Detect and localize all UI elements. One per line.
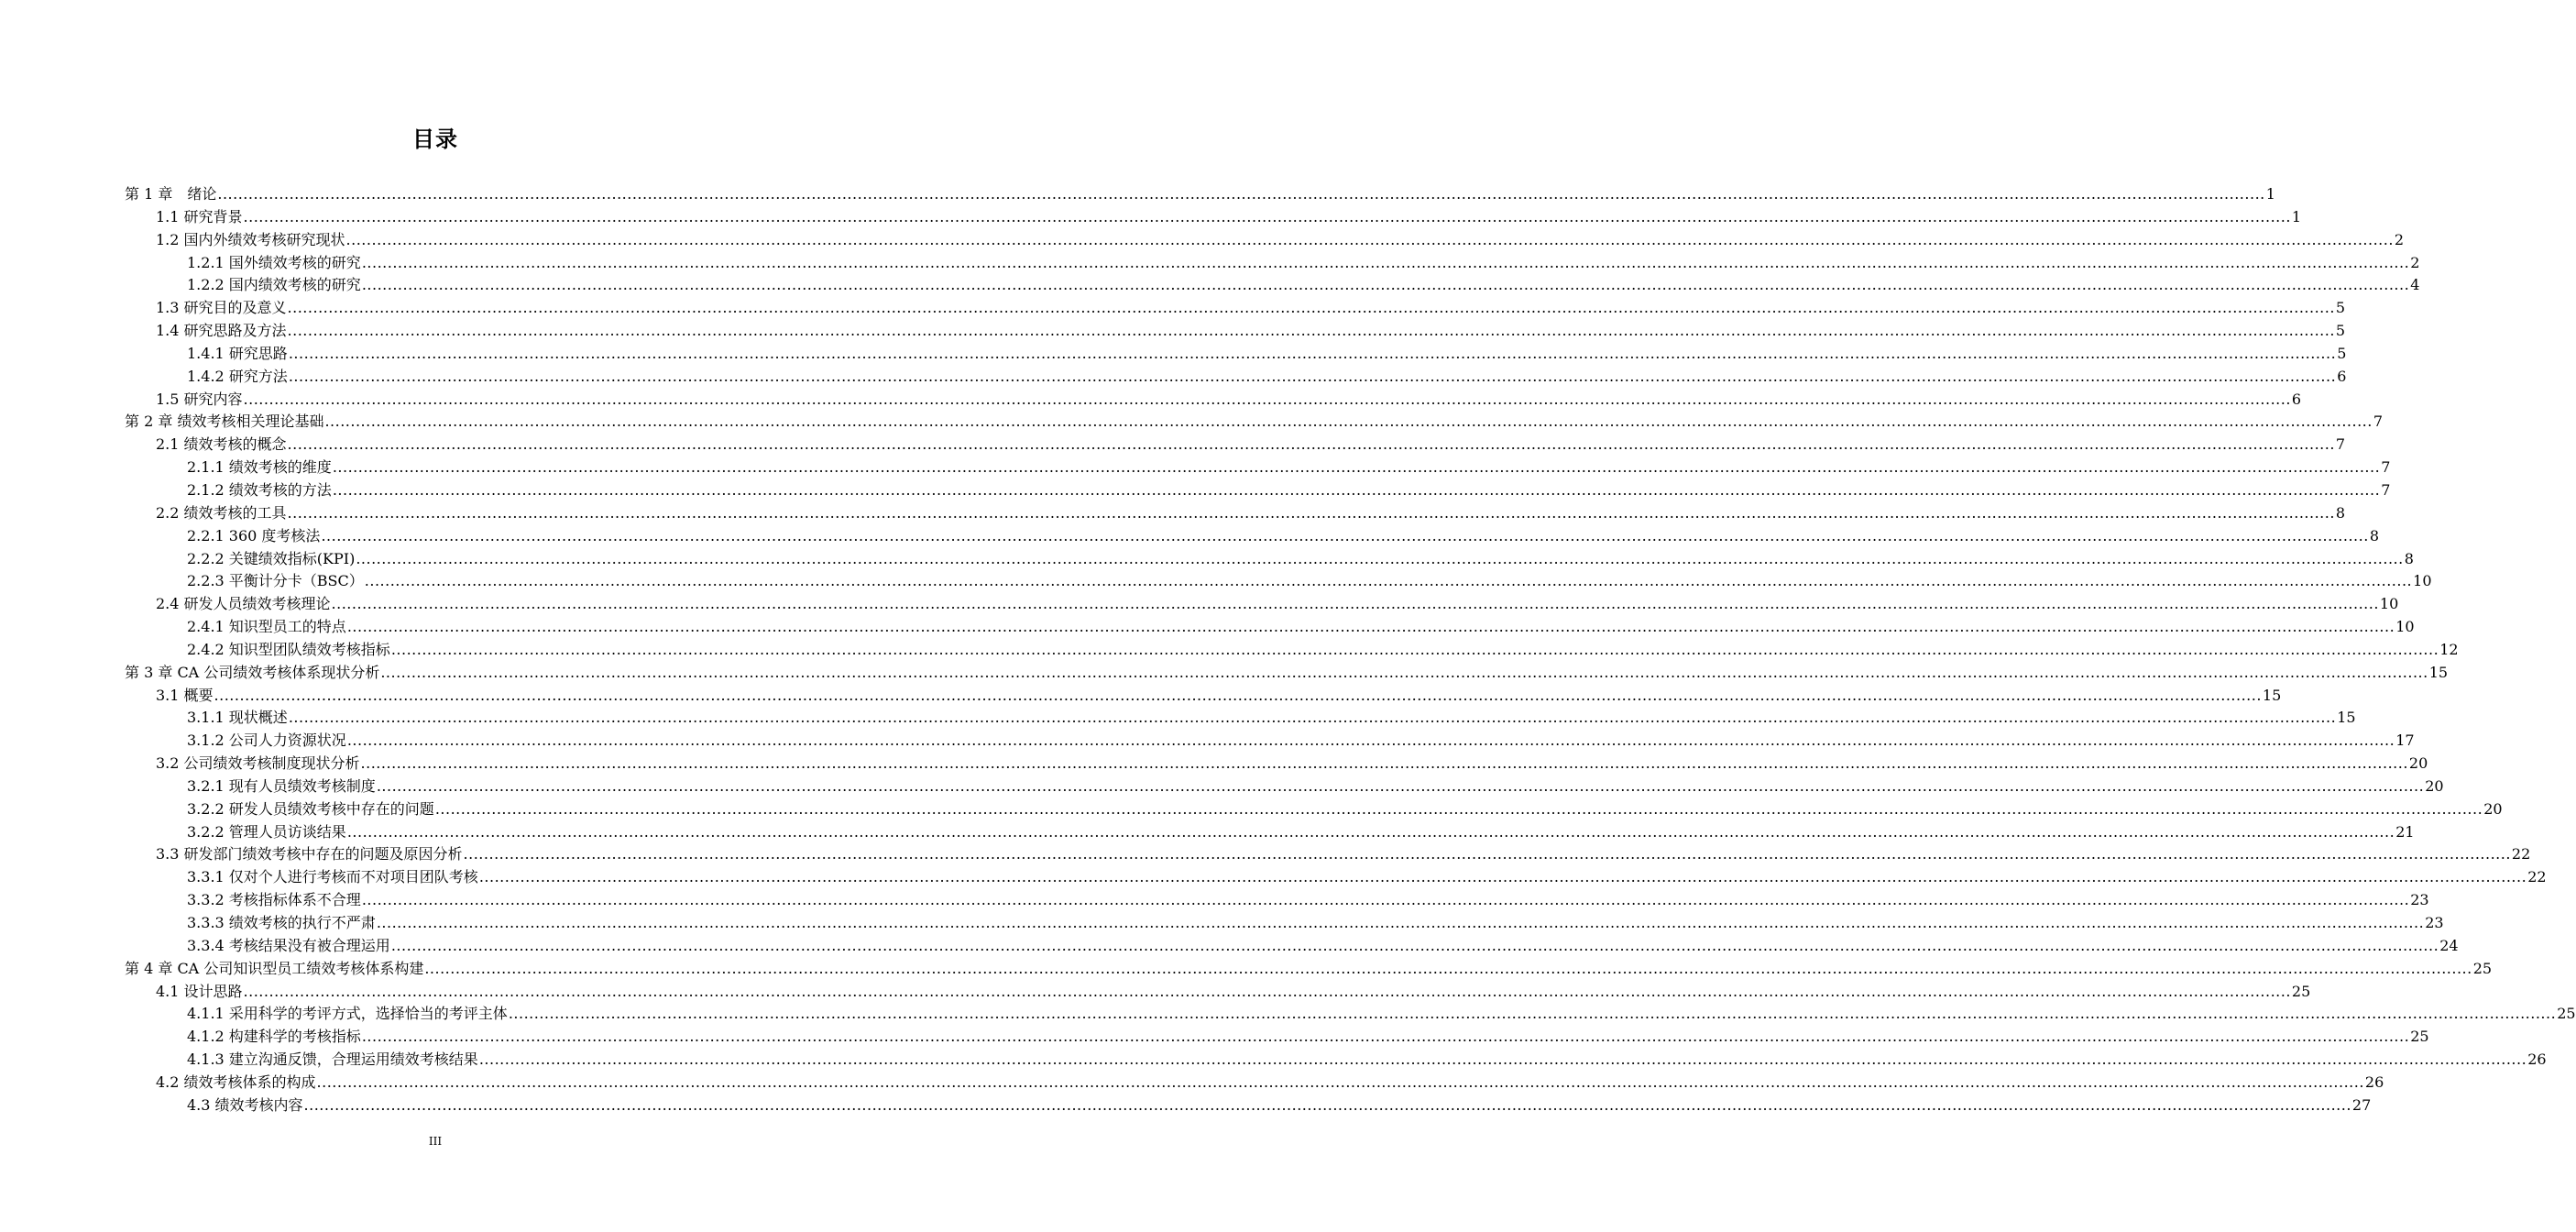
toc-entry[interactable]: [125, 570, 2432, 593]
toc-entry[interactable]: [125, 912, 2444, 935]
toc-entry[interactable]: [125, 1026, 2429, 1049]
toc-entry[interactable]: [125, 320, 2346, 343]
toc-entry-page-number: 25: [2291, 982, 2311, 1000]
dot-leader: ................................................................................................................................................................................................................................................................................................................................................................................................................: [288, 709, 2337, 727]
toc-entry-page-number: 8: [2369, 526, 2379, 544]
toc-entry-label: 第 3 章 CA 公司绩效考核体系现状分析: [125, 663, 380, 681]
dot-leader: ................................................................................................................................................................................................................................................................................................................................................................................................................: [243, 982, 2291, 1000]
toc-entry-page-number: 2: [2410, 253, 2420, 271]
toc-entry-page-number: 5: [2335, 322, 2346, 340]
toc-entry-label: 4.1.3 建立沟通反馈，合理运用绩效考核结果: [187, 1050, 478, 1069]
toc-entry-page-number: 27: [2351, 1095, 2372, 1114]
toc-entry[interactable]: [125, 593, 2399, 616]
toc-entry-label: 4.1.2 构建科学的考核指标: [187, 1028, 361, 1046]
toc-entry-label: 2.2.3 平衡计分卡（BSC）: [187, 572, 364, 590]
toc-entry-page-number: 7: [2373, 412, 2384, 431]
toc-entry-label: 第 1 章 绪论: [125, 185, 217, 203]
toc-entry[interactable]: [125, 274, 2420, 297]
toc-entry[interactable]: [125, 434, 2346, 456]
toc-entry-page-number: 22: [2511, 845, 2531, 864]
toc-entry-page-number: 15: [2337, 709, 2356, 727]
dot-leader: ................................................................................................................................................................................................................................................................................................................................................................................................................: [360, 754, 2408, 773]
page-title: 目录: [412, 126, 458, 152]
toc-entry-page-number: 8: [2335, 503, 2346, 522]
dot-leader: ................................................................................................................................................................................................................................................................................................................................................................................................................: [287, 503, 2335, 522]
toc-entry[interactable]: [125, 958, 2493, 981]
dot-leader: ................................................................................................................................................................................................................................................................................................................................................................................................................: [424, 959, 2472, 977]
toc-entry-page-number: 26: [2364, 1072, 2384, 1091]
toc-entry[interactable]: [125, 411, 2384, 434]
toc-entry[interactable]: [125, 616, 2415, 639]
toc-entry[interactable]: [125, 229, 2405, 252]
toc-entry-label: 1.2.1 国外绩效考核的研究: [187, 253, 361, 271]
toc-entry[interactable]: [125, 981, 2311, 1004]
toc-entry-label: 3.3.4 考核结果没有被合理运用: [187, 936, 390, 954]
toc-entry-page-number: 5: [2337, 344, 2347, 362]
toc-entry-page-number: 17: [2395, 732, 2415, 750]
toc-entry-label: 3.3.3 绩效考核的执行不严肃: [187, 914, 376, 931]
toc-entry[interactable]: [125, 502, 2346, 525]
toc-entry-page-number: 23: [2410, 891, 2429, 909]
toc-entry[interactable]: [125, 889, 2429, 912]
dot-leader: ................................................................................................................................................................................................................................................................................................................................................................................................................: [390, 936, 2439, 954]
toc-entry-label: 2.2.2 关键绩效指标(KPI): [187, 549, 356, 567]
toc-entry-label: 1.2 国内外绩效考核研究现状: [156, 230, 345, 248]
toc-entry-page-number: 10: [2379, 595, 2399, 613]
toc-entry[interactable]: [125, 1049, 2547, 1072]
toc-entry-page-number: 6: [2291, 390, 2302, 408]
toc-entry-label: 3.3 研发部门绩效考核中存在的问题及原因分析: [156, 845, 463, 864]
dot-leader: ................................................................................................................................................................................................................................................................................................................................................................................................................: [332, 480, 2381, 499]
dot-leader: ................................................................................................................................................................................................................................................................................................................................................................................................................: [217, 185, 2265, 203]
toc-entry[interactable]: [125, 753, 2428, 776]
dot-leader: ................................................................................................................................................................................................................................................................................................................................................................................................................: [376, 776, 2425, 795]
dot-leader: ................................................................................................................................................................................................................................................................................................................................................................................................................: [361, 1028, 2410, 1046]
toc-entry-page-number: 7: [2381, 458, 2391, 477]
dot-leader: ................................................................................................................................................................................................................................................................................................................................................................................................................: [287, 299, 2335, 317]
toc-entry-label: 3.1 概要: [156, 686, 214, 704]
toc-entry-label: 3.2.2 管理人员访谈结果: [187, 822, 346, 841]
toc-entry-label: 1.2.2 国内绩效考核的研究: [187, 276, 361, 294]
dot-leader: ................................................................................................................................................................................................................................................................................................................................................................................................................: [287, 435, 2335, 454]
dot-leader: ................................................................................................................................................................................................................................................................................................................................................................................................................: [288, 344, 2337, 362]
toc-entry-page-number: 4: [2410, 276, 2420, 294]
toc-entry-label: 2.1.2 绩效考核的方法: [187, 480, 332, 499]
toc-entry[interactable]: [125, 252, 2420, 275]
toc-entry[interactable]: [125, 685, 2282, 708]
toc-entry-label: 2.4.2 知识型团队绩效考核指标: [187, 640, 390, 658]
toc-entry[interactable]: [125, 707, 2356, 730]
dot-leader: ................................................................................................................................................................................................................................................................................................................................................................................................................: [288, 367, 2337, 385]
toc-entry-label: 1.4.2 研究方法: [187, 367, 288, 385]
toc-entry[interactable]: [125, 639, 2459, 662]
toc-entry-label: 4.1.1 采用科学的考评方式，选择恰当的考评主体: [187, 1005, 508, 1023]
toc-entry-page-number: 15: [2262, 686, 2282, 704]
table-of-contents: [125, 183, 2576, 1117]
toc-entry-page-number: 20: [2425, 776, 2444, 795]
dot-leader: ................................................................................................................................................................................................................................................................................................................................................................................................................: [361, 891, 2410, 909]
dot-leader: ................................................................................................................................................................................................................................................................................................................................................................................................................: [214, 686, 2262, 704]
toc-entry[interactable]: [125, 525, 2379, 548]
toc-entry-page-number: 26: [2527, 1050, 2547, 1069]
toc-entry-label: 4.1 设计思路: [156, 982, 243, 1000]
dot-leader: ................................................................................................................................................................................................................................................................................................................................................................................................................: [361, 276, 2410, 294]
dot-leader: ................................................................................................................................................................................................................................................................................................................................................................................................................: [434, 799, 2483, 818]
dot-leader: ................................................................................................................................................................................................................................................................................................................................................................................................................: [243, 207, 2291, 226]
toc-entry-label: 4.3 绩效考核内容: [187, 1095, 303, 1114]
toc-entry[interactable]: [125, 730, 2415, 753]
toc-entry-page-number: 25: [2472, 959, 2493, 977]
dot-leader: ................................................................................................................................................................................................................................................................................................................................................................................................................: [303, 1095, 2351, 1114]
toc-entry[interactable]: [125, 183, 2275, 206]
dot-leader: ................................................................................................................................................................................................................................................................................................................................................................................................................: [243, 390, 2291, 408]
toc-entry-page-number: 25: [2557, 1005, 2576, 1023]
toc-entry-page-number: 10: [2395, 618, 2415, 636]
toc-entry-label: 3.1.2 公司人力资源状况: [187, 732, 346, 750]
toc-entry[interactable]: [125, 479, 2391, 502]
page-number-footer: III: [428, 1135, 443, 1148]
toc-entry-label: 3.1.1 现状概述: [187, 709, 288, 727]
dot-leader: ................................................................................................................................................................................................................................................................................................................................................................................................................: [316, 1072, 2364, 1091]
toc-entry[interactable]: [125, 798, 2503, 821]
toc-entry[interactable]: [125, 866, 2547, 889]
toc-entry-page-number: 23: [2425, 914, 2444, 931]
dot-leader: ................................................................................................................................................................................................................................................................................................................................................................................................................: [331, 595, 2379, 613]
toc-entry-label: 2.4.1 知识型员工的特点: [187, 618, 346, 636]
toc-entry[interactable]: [125, 389, 2302, 412]
toc-entry-label: 3.2.1 现有人员绩效考核制度: [187, 776, 376, 795]
toc-entry-page-number: 7: [2335, 435, 2346, 454]
toc-entry-label: 2.4 研发人员绩效考核理论: [156, 595, 331, 613]
dot-leader: ................................................................................................................................................................................................................................................................................................................................................................................................................: [356, 549, 2404, 567]
dot-leader: ................................................................................................................................................................................................................................................................................................................................................................................................................: [364, 572, 2413, 590]
toc-entry-label: 1.4.1 研究思路: [187, 344, 288, 362]
dot-leader: ................................................................................................................................................................................................................................................................................................................................................................................................................: [324, 412, 2373, 431]
toc-entry-label: 2.1.1 绩效考核的维度: [187, 458, 332, 477]
toc-entry-label: 3.3.1 仅对个人进行考核而不对项目团队考核: [187, 868, 478, 886]
dot-leader: ................................................................................................................................................................................................................................................................................................................................................................................................................: [332, 458, 2381, 477]
toc-entry-label: 3.2 公司绩效考核制度现状分析: [156, 754, 360, 773]
toc-entry[interactable]: [125, 1072, 2384, 1094]
toc-entry-label: 1.4 研究思路及方法: [156, 322, 287, 340]
toc-entry-page-number: 12: [2439, 640, 2459, 658]
dot-leader: ................................................................................................................................................................................................................................................................................................................................................................................................................: [380, 663, 2428, 681]
toc-entry-label: 2.2.1 360 度考核法: [187, 526, 321, 544]
toc-entry-label: 3.3.2 考核指标体系不合理: [187, 891, 361, 909]
toc-entry-page-number: 1: [2291, 207, 2302, 226]
toc-entry[interactable]: [125, 456, 2391, 479]
toc-entry-page-number: 20: [2483, 799, 2503, 818]
toc-entry-page-number: 15: [2428, 663, 2449, 681]
toc-entry[interactable]: [125, 1003, 2576, 1026]
dot-leader: ................................................................................................................................................................................................................................................................................................................................................................................................................: [345, 230, 2394, 248]
dot-leader: ................................................................................................................................................................................................................................................................................................................................................................................................................: [346, 822, 2395, 841]
dot-leader: ................................................................................................................................................................................................................................................................................................................................................................................................................: [321, 526, 2369, 544]
toc-entry[interactable]: [125, 366, 2347, 389]
dot-leader: ................................................................................................................................................................................................................................................................................................................................................................................................................: [346, 732, 2395, 750]
toc-entry[interactable]: [125, 776, 2444, 798]
toc-entry-page-number: 25: [2410, 1028, 2429, 1046]
dot-leader: ................................................................................................................................................................................................................................................................................................................................................................................................................: [463, 845, 2511, 864]
toc-entry-label: 3.2.2 研发人员绩效考核中存在的问题: [187, 799, 434, 818]
toc-entry[interactable]: [125, 935, 2459, 958]
toc-entry-page-number: 21: [2395, 822, 2415, 841]
toc-entry[interactable]: [125, 1094, 2372, 1117]
toc-entry-label: 2.2 绩效考核的工具: [156, 503, 287, 522]
toc-entry-label: 1.3 研究目的及意义: [156, 299, 287, 317]
toc-entry-page-number: 5: [2335, 299, 2346, 317]
toc-entry-page-number: 6: [2337, 367, 2347, 385]
toc-entry-label: 1.1 研究背景: [156, 207, 243, 226]
dot-leader: ................................................................................................................................................................................................................................................................................................................................................................................................................: [287, 322, 2335, 340]
toc-entry-page-number: 7: [2381, 480, 2391, 499]
toc-entry[interactable]: [125, 297, 2346, 320]
toc-entry[interactable]: [125, 548, 2414, 571]
toc-entry-page-number: 10: [2413, 572, 2432, 590]
dot-leader: ................................................................................................................................................................................................................................................................................................................................................................................................................: [346, 618, 2395, 636]
toc-entry[interactable]: [125, 821, 2415, 844]
toc-entry-page-number: 22: [2527, 868, 2547, 886]
toc-entry[interactable]: [125, 206, 2302, 229]
toc-entry[interactable]: [125, 662, 2449, 685]
toc-entry-label: 2.1 绩效考核的概念: [156, 435, 287, 454]
toc-entry-label: 第 4 章 CA 公司知识型员工绩效考核体系构建: [125, 959, 424, 977]
dot-leader: ................................................................................................................................................................................................................................................................................................................................................................................................................: [478, 1050, 2527, 1069]
dot-leader: ................................................................................................................................................................................................................................................................................................................................................................................................................: [478, 868, 2527, 886]
dot-leader: ................................................................................................................................................................................................................................................................................................................................................................................................................: [376, 914, 2425, 931]
toc-entry-page-number: 1: [2265, 185, 2275, 203]
dot-leader: ................................................................................................................................................................................................................................................................................................................................................................................................................: [508, 1005, 2557, 1023]
toc-entry-label: 1.5 研究内容: [156, 390, 243, 408]
toc-entry-page-number: 2: [2394, 230, 2405, 248]
toc-entry[interactable]: [125, 343, 2347, 366]
toc-entry-label: 4.2 绩效考核体系的构成: [156, 1072, 316, 1091]
dot-leader: ................................................................................................................................................................................................................................................................................................................................................................................................................: [390, 640, 2439, 658]
toc-entry[interactable]: [125, 843, 2531, 866]
toc-entry-page-number: 24: [2439, 936, 2459, 954]
dot-leader: ................................................................................................................................................................................................................................................................................................................................................................................................................: [361, 253, 2410, 271]
toc-entry-label: 第 2 章 绩效考核相关理论基础: [125, 412, 324, 431]
toc-entry-page-number: 8: [2404, 549, 2414, 567]
toc-entry-page-number: 20: [2408, 754, 2428, 773]
